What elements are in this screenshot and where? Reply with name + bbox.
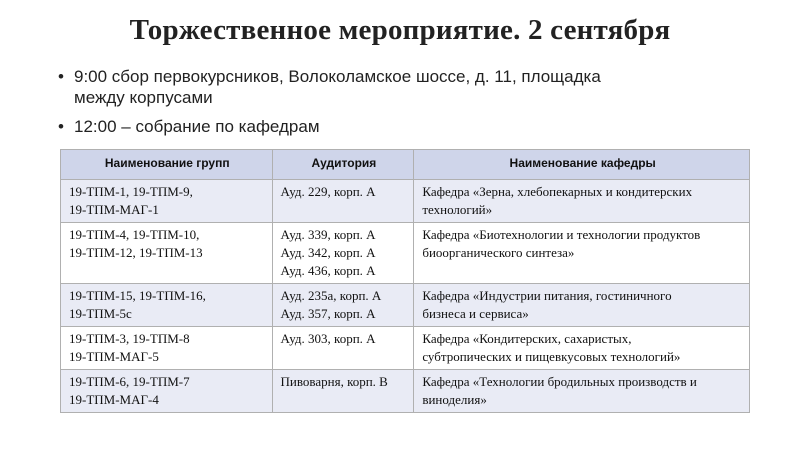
cell-department	[414, 370, 750, 413]
cell-groups-line: 19-ТПМ-12, 19-ТПМ-13	[69, 245, 203, 260]
column-header-groups: Наименование групп	[61, 150, 273, 180]
table-row	[61, 180, 750, 223]
table-row	[61, 284, 750, 327]
bullet-marker: •	[58, 117, 64, 136]
table-row	[61, 370, 750, 413]
cell-department-line: технологий»	[422, 202, 493, 217]
table-header-row	[61, 150, 750, 180]
cell-room-line: Ауд. 342, корп. А	[280, 245, 376, 260]
cell-groups-line: 19-ТПМ-1, 19-ТПМ-9,	[69, 184, 193, 199]
schedule-table	[60, 149, 750, 413]
cell-department	[414, 223, 750, 284]
cell-groups-line: 19-ТПМ-5с	[69, 306, 132, 321]
table-row	[61, 223, 750, 284]
cell-room-line: Ауд. 436, корп. А	[280, 263, 376, 278]
cell-department-line: Кафедра «Индустрии питания, гостиничного	[422, 288, 672, 303]
cell-groups	[61, 370, 273, 413]
cell-department-line: субтропических и пищевкусовых технологий»	[422, 349, 681, 364]
cell-groups-line: 19-ТПМ-15, 19-ТПМ-16,	[69, 288, 206, 303]
cell-department	[414, 284, 750, 327]
cell-department-line: Кафедра «Технологии бродильных производств и	[422, 374, 697, 389]
column-header-department: Наименование кафедры	[414, 150, 750, 180]
cell-groups	[61, 327, 273, 370]
cell-room-line: Ауд. 339, корп. А	[280, 227, 376, 242]
cell-groups-line: 19-ТПМ-3, 19-ТПМ-8	[69, 331, 190, 346]
cell-groups	[61, 284, 273, 327]
cell-groups	[61, 223, 273, 284]
cell-department-line: Кафедра «Кондитерских, сахаристых,	[422, 331, 632, 346]
bullet-text-line: между корпусами	[74, 88, 213, 107]
cell-room	[272, 284, 414, 327]
cell-groups-line: 19-ТПМ-МАГ-5	[69, 349, 159, 364]
bullet-item	[58, 66, 758, 108]
page-title: Торжественное мероприятие. 2 сентября	[129, 14, 671, 46]
column-header-room: Аудитория	[272, 150, 414, 180]
cell-department-line: виноделия»	[422, 392, 487, 407]
cell-room-line: Ауд. 229, корп. А	[280, 184, 376, 199]
table-row	[61, 327, 750, 370]
bullet-item	[58, 116, 758, 137]
cell-department	[414, 180, 750, 223]
cell-room	[272, 327, 414, 370]
cell-groups-line: 19-ТПМ-МАГ-1	[69, 202, 159, 217]
cell-department-line: Кафедра «Биотехнологии и технологии продуктов	[422, 227, 701, 242]
bullet-text-line: 9:00 сбор первокурсников, Волоколамское шоссе, д. 11, площадка	[74, 67, 601, 86]
bullet-marker: •	[58, 67, 64, 86]
cell-room	[272, 223, 414, 284]
bullet-text-line: 12:00 – собрание по кафедрам	[74, 117, 320, 136]
cell-room	[272, 370, 414, 413]
cell-room-line: Ауд. 235а, корп. А	[280, 288, 382, 303]
cell-department-line: биоорганического синтеза»	[422, 245, 575, 260]
cell-groups-line: 19-ТПМ-МАГ-4	[69, 392, 159, 407]
cell-room-line: Пивоварня, корп. В	[280, 374, 388, 389]
cell-groups-line: 19-ТПМ-4, 19-ТПМ-10,	[69, 227, 200, 242]
cell-room-line: Ауд. 357, корп. А	[280, 306, 376, 321]
cell-department-line: Кафедра «Зерна, хлебопекарных и кондитерских	[422, 184, 693, 199]
cell-department	[414, 327, 750, 370]
cell-groups-line: 19-ТПМ-6, 19-ТПМ-7	[69, 374, 190, 389]
cell-room	[272, 180, 414, 223]
cell-room-line: Ауд. 303, корп. А	[280, 331, 376, 346]
cell-department-line: бизнеса и сервиса»	[422, 306, 529, 321]
cell-groups	[61, 180, 273, 223]
bullet-list	[58, 66, 758, 145]
